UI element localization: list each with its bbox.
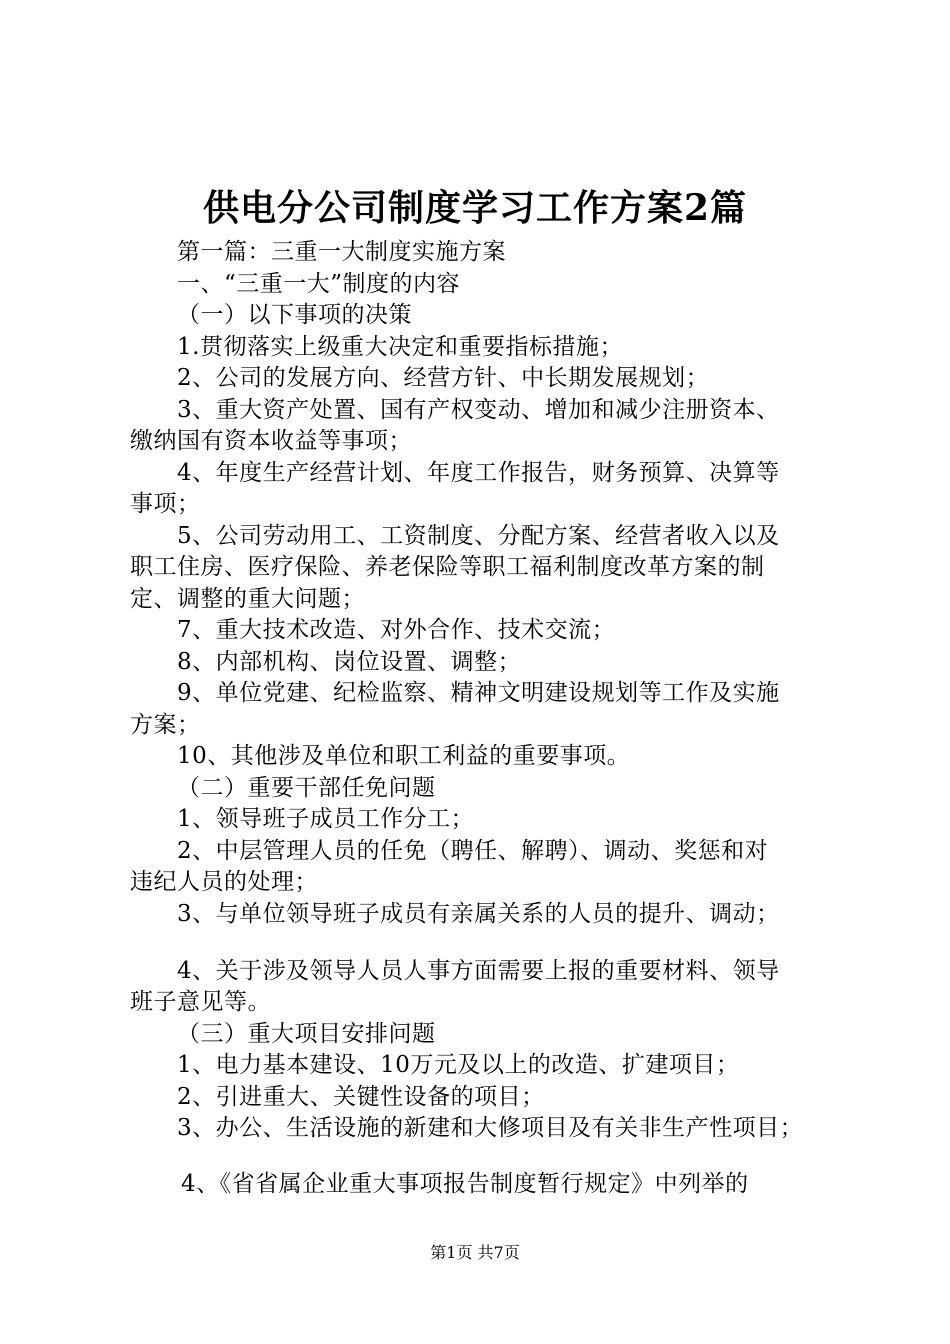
paragraph-line: 3、与单位领导班子成员有亲属关系的人员的提升、调动；: [177, 901, 780, 927]
paragraph-line: 3、办公、生活设施的新建和大修项目及有关非生产性项目；: [177, 1115, 804, 1141]
paragraph-line: 9、单位党建、纪检监察、精神文明建设规划等工作及实施: [177, 680, 780, 706]
paragraph-line: 7、重大技术改造、对外合作、技术交流；: [177, 617, 616, 643]
paragraph-line: 班子意见等。: [130, 989, 271, 1015]
paragraph-line: 4、关于涉及领导人员人事方面需要上报的重要材料、领导: [177, 958, 780, 984]
document-title: 供电分公司制度学习工作方案2篇: [202, 187, 748, 229]
subsection-heading: （一）以下事项的决策: [177, 302, 412, 328]
paragraph-line: 5、公司劳动用工、工资制度、分配方案、经营者收入以及: [177, 523, 780, 549]
paragraph-line: 4、年度生产经营计划、年度工作报告，财务预算、决算等: [177, 460, 780, 486]
paragraph-line: 事项；: [130, 491, 201, 517]
paragraph-line: 2、公司的发展方向、经营方针、中长期发展规划；: [177, 365, 710, 391]
paragraph-line: 职工住房、医疗保险、养老保险等职工福利制度改革方案的制: [130, 554, 765, 580]
paragraph-line: 1.贯彻落实上级重大决定和重要指标措施；: [177, 334, 623, 360]
section-heading: 一、“三重一大”制度的内容: [177, 271, 461, 297]
paragraph-line: 1、领导班子成员工作分工；: [177, 806, 475, 832]
paragraph-line: 缴纳国有资本收益等事项；: [130, 428, 412, 454]
paragraph-line: 3、重大资产处置、国有产权变动、增加和减少注册资本、: [177, 397, 780, 423]
section-heading: 第一篇：三重一大制度实施方案: [177, 239, 506, 265]
subsection-heading: （二）重要干部任免问题: [177, 775, 436, 801]
paragraph-line: 违纪人员的处理；: [130, 869, 318, 895]
paragraph-line: 10、其他涉及单位和职工利益的重要事项。: [177, 743, 631, 769]
subsection-heading: （三）重大项目安排问题: [177, 1021, 436, 1047]
paragraph-line: 1、电力基本建设、10万元及以上的改造、扩建项目；: [177, 1052, 740, 1078]
paragraph-line: 4、《省省属企业重大事项报告制度暂行规定》中列举的: [181, 1171, 749, 1197]
page-number: 第1页 共7页: [430, 1243, 520, 1262]
paragraph-line: 2、中层管理人员的任免（聘任、解聘）、调动、奖惩和对: [177, 838, 769, 864]
paragraph-line: 方案；: [130, 712, 201, 738]
paragraph-line: 2、引进重大、关键性设备的项目；: [177, 1084, 545, 1110]
paragraph-line: 定、调整的重大问题；: [130, 586, 365, 612]
paragraph-line: 8、内部机构、岗位设置、调整；: [177, 649, 522, 675]
